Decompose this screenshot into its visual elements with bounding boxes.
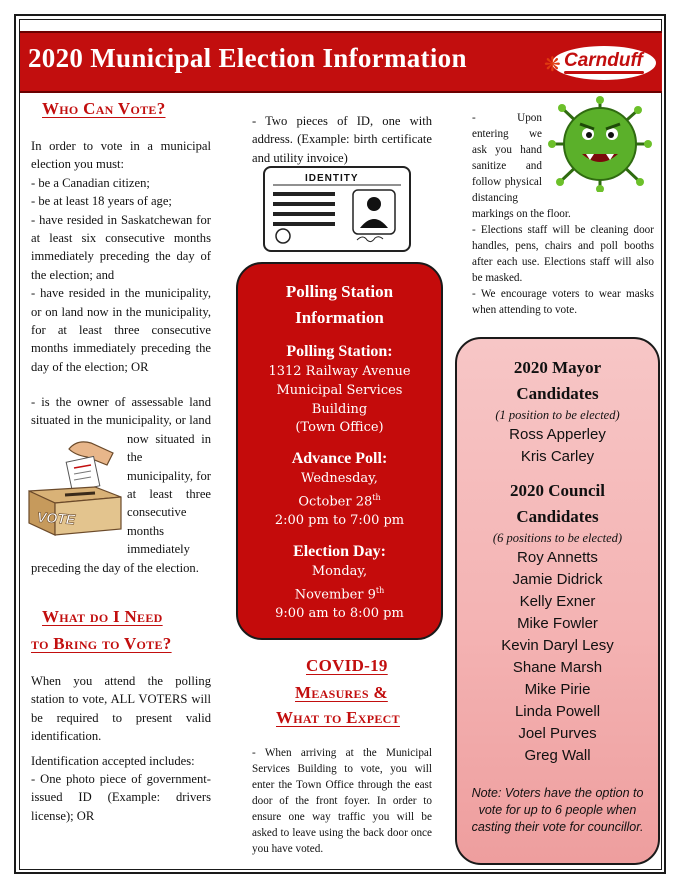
polling-station-heading: Polling Station: bbox=[286, 343, 393, 360]
covid-heading-line1: COVID-19 bbox=[306, 656, 388, 675]
council-candidate: Linda Powell bbox=[514, 703, 601, 720]
election-day-heading: Election Day: bbox=[293, 542, 386, 560]
polling-station-address: (Town Office) bbox=[295, 420, 384, 436]
virus-illustration bbox=[548, 96, 652, 192]
maple-leaf-icon: ❋ bbox=[544, 54, 561, 76]
covid-paragraph: - When arriving at the Municipal Services Building to vote, you will enter the Town Office through the east door of the front foyer. In order to ensure one way traffic you will be asked to leave using the back door once you have voted. bbox=[252, 747, 432, 855]
bring-heading-line2: to Bring to Vote? bbox=[31, 634, 172, 653]
mayor-positions: (1 position to be elected) bbox=[495, 408, 620, 422]
voting-note: Note: Voters have the option to vote for up to 6 people when casting their vote for councillor. bbox=[471, 786, 644, 834]
polling-station-address: 1312 Railway Avenue bbox=[268, 364, 411, 379]
polling-station-info-box bbox=[236, 262, 443, 640]
mayor-candidate: Ross Apperley bbox=[509, 426, 606, 443]
covid-text-arrival bbox=[252, 745, 432, 857]
advance-poll-day: Wednesday, bbox=[301, 471, 378, 487]
council-candidate: Mike Fowler bbox=[517, 615, 598, 632]
who-line: - be a Canadian citizen; bbox=[31, 175, 150, 190]
covid-paragraph: - We encourage voters to wear masks when attending to vote. bbox=[472, 288, 654, 316]
mayor-title-line2: Candidates bbox=[516, 384, 599, 403]
advance-poll-time: 2:00 pm to 7:00 pm bbox=[274, 513, 405, 529]
polling-title-line1: Polling Station bbox=[285, 282, 394, 301]
election-day-date-text: November 9 bbox=[294, 587, 376, 603]
bring-paragraph: Identification accepted includes: bbox=[31, 753, 195, 768]
who-line: - have resided in the municipality, or on land now in the municipality, for at least three consecutive months immediately preceding the day of the election; OR bbox=[31, 286, 211, 374]
polling-station-address: Building bbox=[311, 401, 368, 417]
council-candidate: Roy Annetts bbox=[517, 549, 598, 566]
who-can-vote-text-top bbox=[31, 137, 211, 376]
council-positions: (6 positions to be elected) bbox=[492, 531, 623, 545]
logo-text: Carnduff bbox=[564, 50, 643, 71]
council-candidate: Shane Marsh bbox=[512, 659, 603, 676]
council-candidate: Greg Wall bbox=[524, 747, 591, 764]
advance-poll-date-text: October 28 bbox=[298, 494, 373, 510]
advance-poll-date-suffix: th bbox=[372, 492, 381, 502]
election-day-date-suffix: th bbox=[375, 585, 385, 595]
election-day-weekday: Monday, bbox=[311, 563, 368, 579]
who-line: - be at least 18 years of age; bbox=[31, 194, 172, 209]
council-title-line1: 2020 Council bbox=[510, 481, 605, 500]
council-candidate: Kevin Daryl Lesy bbox=[501, 637, 614, 654]
election-day-time: 9:00 am to 8:00 pm bbox=[275, 605, 404, 621]
ballot-box-illustration bbox=[25, 435, 125, 537]
bring-paragraph: - One photo piece of government-issued ID (Example: drivers license); OR bbox=[31, 772, 211, 823]
council-candidate: Joel Purves bbox=[518, 725, 597, 742]
election-day-date bbox=[238, 582, 441, 605]
advance-poll-heading: Advance Poll: bbox=[291, 450, 388, 468]
advance-poll-date bbox=[238, 489, 441, 512]
covid-paragraph: - Elections staff will be cleaning door handles, pens, chairs and poll booths after each use. Elections staff will also be masked. bbox=[472, 224, 654, 284]
vote-box-label: VOTE bbox=[36, 508, 76, 528]
bring-text-continued bbox=[252, 112, 432, 167]
who-line: - have resided in Saskatchewan for at least six consecutive months immediately preceding the day of the election; and bbox=[31, 212, 211, 282]
logo-swoosh bbox=[564, 71, 644, 74]
bring-text bbox=[31, 672, 211, 825]
council-candidate: Mike Pirie bbox=[524, 681, 591, 698]
polling-title-line2: Information bbox=[295, 308, 384, 327]
council-candidate: Jamie Didrick bbox=[512, 571, 603, 588]
bring-paragraph: - Two pieces of ID, one with address. (Example: birth certificate and utility invoice) bbox=[252, 114, 432, 165]
council-title-line2: Candidates bbox=[516, 507, 599, 526]
id-card-graphic bbox=[265, 168, 409, 250]
who-line: - is the owner of assessable land situated in the municipality, or land now situated in the municipality, for at least three consecutive months immediately preceding the day of the election. bbox=[31, 395, 211, 575]
council-candidate: Kelly Exner bbox=[519, 593, 596, 610]
id-card-illustration bbox=[263, 166, 411, 252]
carnduff-logo bbox=[544, 46, 656, 80]
covid-heading-line2: Measures & bbox=[295, 683, 388, 702]
candidates-box bbox=[455, 337, 660, 865]
polling-station-address: Municipal Services bbox=[276, 382, 403, 398]
mayor-candidate: Kris Carley bbox=[520, 448, 595, 465]
covid-heading-line3: What to Expect bbox=[276, 708, 400, 727]
page-title: 2020 Municipal Election Information bbox=[28, 43, 467, 73]
mayor-title-line1: 2020 Mayor bbox=[513, 358, 602, 377]
who-line: In order to vote in a municipal election you must: bbox=[31, 139, 211, 172]
bring-heading-line1: What do I Need bbox=[42, 607, 163, 626]
covid-paragraph: - Upon entering we ask you hand sanitize and follow physical distancing markings on the floor. bbox=[472, 112, 571, 220]
bring-paragraph: When you attend the polling station to vote, ALL VOTERS will be required to present valid identification. bbox=[31, 674, 211, 744]
id-card-label: IDENTITY bbox=[305, 173, 359, 184]
who-can-vote-heading: Who Can Vote? bbox=[42, 99, 166, 118]
